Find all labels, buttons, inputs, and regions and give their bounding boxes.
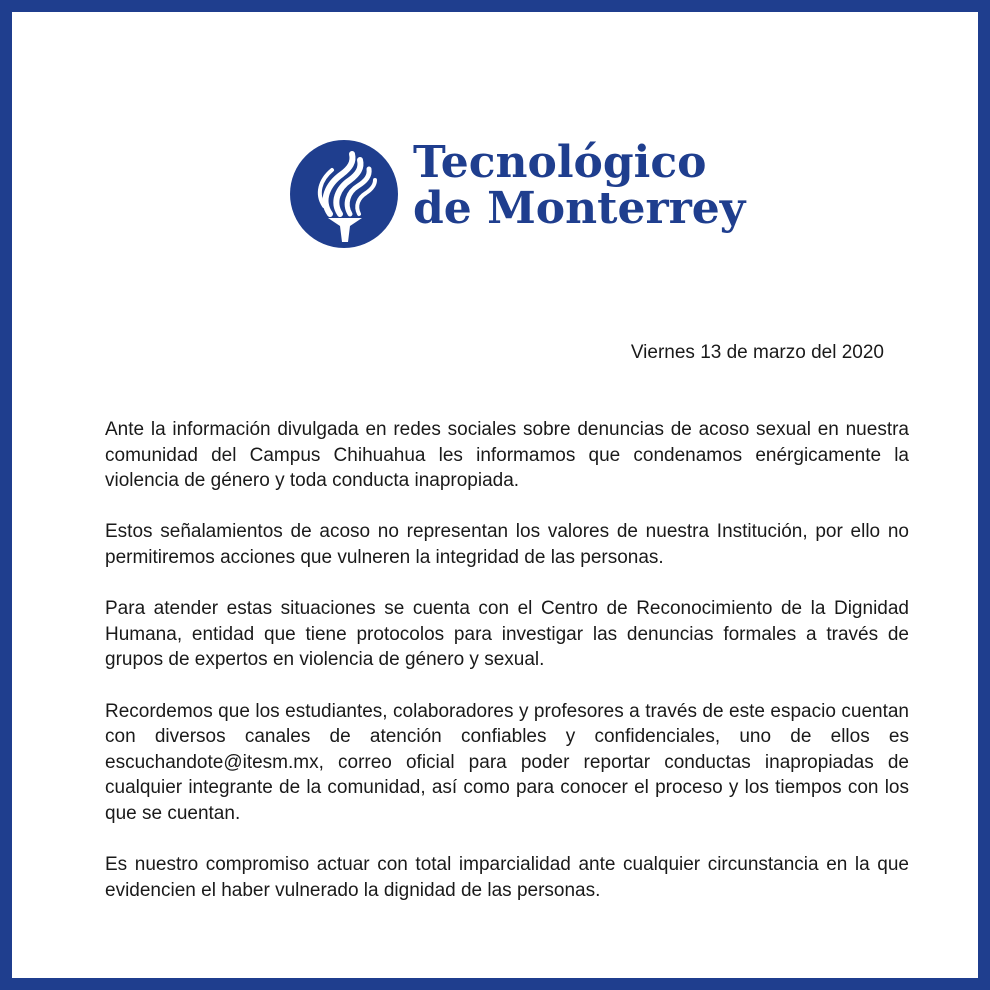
paragraph-3: Para atender estas situaciones se cuenta con el Centro de Reconocimiento de la Dignidad Humana, entidad que tiene protocolos para investigar las denuncias formales a través de grupos de expertos en violencia de género y sexual. — [105, 598, 909, 671]
paragraph-2: Estos señalamientos de acoso no representan los valores de nuestra Institución, por ello no permitiremos acciones que vulneren la integridad de las personas. — [105, 521, 909, 568]
letter-date: Viernes 13 de marzo del 2020 — [630, 342, 884, 363]
torch-flame-logo-icon — [290, 140, 398, 248]
institution-name — [413, 137, 746, 234]
institution-name-line2: de Monterrey — [413, 183, 746, 234]
paragraph-4: Recordemos que los estudiantes, colaboradores y profesores a través de este espacio cuentan con diversos canales de atención confiables y confidenciales, uno de ellos es escuchandote@itesm.mx, correo oficial para poder reportar conductas inapropiadas de cualquier integrante de la comunidad, así como para conocer el proceso y los tiempos con los que se cuentan. — [105, 700, 909, 824]
institution-name-line1: Tecnológico — [413, 137, 707, 188]
paragraph-5: Es nuestro compromiso actuar con total imparcialidad ante cualquier circunstancia en la que evidencien el haber vulnerado la dignidad de las personas. — [105, 854, 909, 901]
paragraph-1: Ante la información divulgada en redes sociales sobre denuncias de acoso sexual en nuestra comunidad del Campus Chihuahua les informamos que condenamos enérgicamente la violencia de género y toda conducta inapropiada. — [105, 419, 909, 492]
letter-body — [105, 417, 909, 903]
institution-logo — [290, 136, 746, 256]
